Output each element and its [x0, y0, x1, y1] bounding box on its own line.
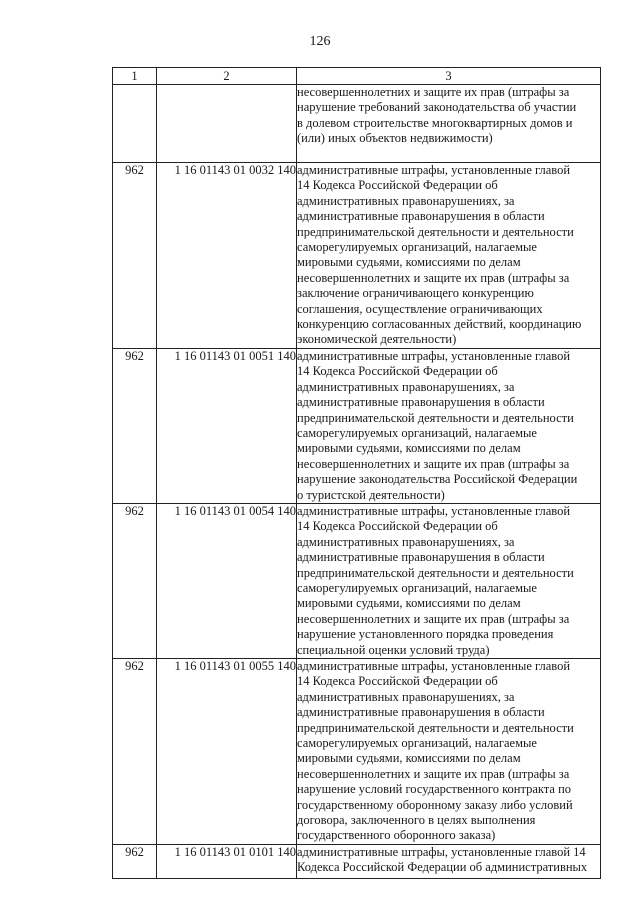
description-line: саморегулируемых организаций, налагаемые: [297, 580, 537, 595]
admin-code-cell: 962: [113, 348, 157, 503]
description-line: административные штрафы, установленные главой 14: [297, 844, 586, 859]
description-line: Кодекса Российской Федерации об административных: [297, 860, 588, 875]
description-line: несовершеннолетних и защите их прав (штрафы за: [297, 456, 570, 471]
description-line: предпринимательской деятельности и деятельности: [297, 720, 574, 735]
table-row: [113, 348, 601, 503]
table-row: [113, 659, 601, 845]
description-cell: [297, 503, 601, 658]
description-line: государственного оборонного заказа): [297, 828, 496, 843]
admin-code-cell: 962: [113, 163, 157, 349]
description-line: саморегулируемых организаций, налагаемые: [297, 425, 537, 440]
description-line: заключение ограничивающего конкуренцию: [297, 286, 534, 301]
description-line: административных правонарушениях, за: [297, 379, 515, 394]
description-line: предпринимательской деятельности и деятельности: [297, 410, 574, 425]
description-line: соглашения, осуществление ограничивающих: [297, 301, 543, 316]
description-line: в долевом строительстве многоквартирных домов и: [297, 115, 573, 130]
description-line: административные штрафы, установленные главой: [297, 348, 571, 363]
description-line: 14 Кодекса Российской Федерации об: [297, 364, 498, 379]
description-line: государственному оборонному заказу либо условий: [297, 797, 573, 812]
admin-code-cell: 962: [113, 503, 157, 658]
table-row: [113, 503, 601, 658]
description-line: специальной оценки условий труда): [297, 642, 490, 657]
description-line: мировыми судьями, комиссиями по делам: [297, 441, 521, 456]
description-line: административные штрафы, установленные главой: [297, 659, 571, 673]
table-row: [113, 844, 601, 878]
description-line: нарушение установленного порядка проведения: [297, 627, 554, 642]
description-line: административные штрафы, установленные главой: [297, 503, 571, 518]
description-line: нарушение требований законодательства об участии: [297, 100, 577, 115]
admin-code-cell: [113, 85, 157, 163]
description-line: несовершеннолетних и защите их прав (штрафы за: [297, 766, 570, 781]
description-line: экономической деятельности): [297, 332, 457, 347]
table-header-row: [113, 68, 601, 85]
description-line: 14 Кодекса Российской Федерации об: [297, 178, 498, 193]
description-line: административные штрафы, установленные главой: [297, 163, 571, 177]
description-cell: [297, 348, 601, 503]
description-line: административных правонарушениях, за: [297, 689, 515, 704]
description-line: административные правонарушения в области: [297, 209, 545, 224]
description-line: несовершеннолетних и защите их прав (штрафы за: [297, 611, 570, 626]
budget-code-cell: [157, 85, 297, 163]
description-line: административных правонарушениях, за: [297, 534, 515, 549]
description-cell: [297, 85, 601, 163]
description-line: предпринимательской деятельности и деятельности: [297, 224, 574, 239]
description-line: предпринимательской деятельности и деятельности: [297, 565, 574, 580]
description-line: нарушение условий государственного контракта по: [297, 782, 572, 797]
description-line: саморегулируемых организаций, налагаемые: [297, 240, 537, 255]
budget-code-cell: 1 16 01143 01 0055 140: [157, 659, 297, 845]
description-line: 14 Кодекса Российской Федерации об: [297, 519, 498, 534]
column-header-1: 1: [113, 68, 157, 85]
description-line: административных правонарушениях, за: [297, 193, 515, 208]
description-line: конкуренцию согласованных действий, координацию: [297, 317, 582, 332]
description-cell: [297, 659, 601, 845]
description-line: договора, заключенного в целях выполнения: [297, 813, 536, 828]
table-row: [113, 163, 601, 349]
description-line: 14 Кодекса Российской Федерации об: [297, 674, 498, 689]
description-line: несовершеннолетних и защите их прав (штрафы за: [297, 270, 570, 285]
budget-code-cell: 1 16 01143 01 0032 140: [157, 163, 297, 349]
page-number: 126: [309, 34, 331, 49]
description-line: нарушение законодательства Российской Федерации: [297, 472, 578, 487]
description-cell: [297, 844, 601, 878]
budget-code-cell: 1 16 01143 01 0051 140: [157, 348, 297, 503]
description-line: административные правонарушения в области: [297, 705, 545, 720]
description-line: мировыми судьями, комиссиями по делам: [297, 751, 521, 766]
budget-code-cell: 1 16 01143 01 0054 140: [157, 503, 297, 658]
description-line: (или) иных объектов недвижимости): [297, 131, 493, 146]
admin-code-cell: 962: [113, 844, 157, 878]
budget-code-cell: 1 16 01143 01 0101 140: [157, 844, 297, 878]
description-line: саморегулируемых организаций, налагаемые: [297, 736, 537, 751]
budget-codes-table: [112, 67, 601, 879]
table-row: [113, 85, 601, 163]
description-line: о туристской деятельности): [297, 487, 445, 502]
description-line: административные правонарушения в области: [297, 395, 545, 410]
description-line: административные правонарушения в области: [297, 550, 545, 565]
description-line: несовершеннолетних и защите их прав (штрафы за: [297, 85, 570, 99]
admin-code-cell: 962: [113, 659, 157, 845]
column-header-3: 3: [297, 68, 601, 85]
description-cell: [297, 163, 601, 349]
description-line: мировыми судьями, комиссиями по делам: [297, 596, 521, 611]
description-line: мировыми судьями, комиссиями по делам: [297, 255, 521, 270]
column-header-2: 2: [157, 68, 297, 85]
